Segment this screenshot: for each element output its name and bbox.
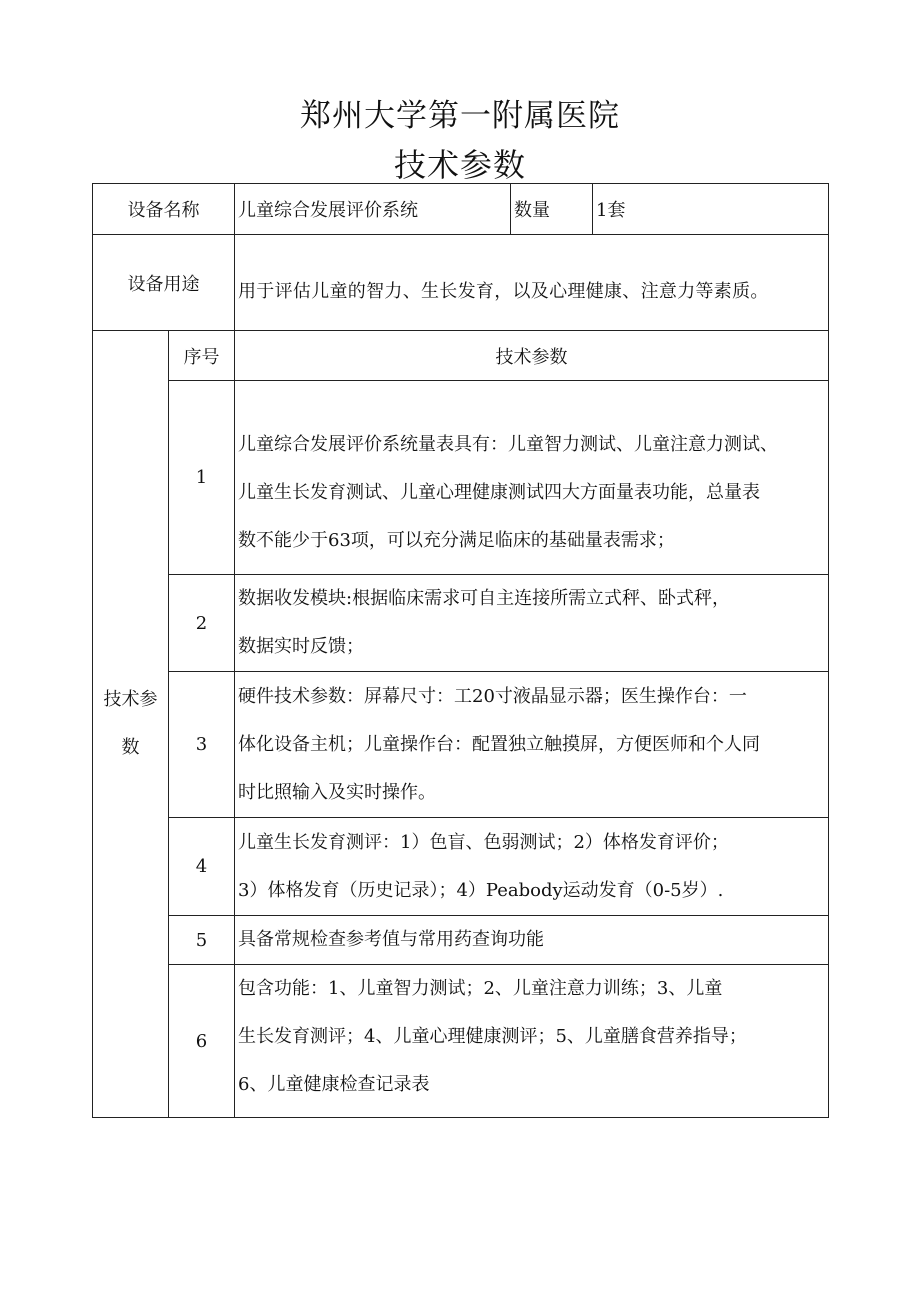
param-row: [93, 818, 829, 916]
param-content: [235, 965, 829, 1118]
param-content: [235, 672, 829, 818]
device-name-value: 儿童综合发展评价系统: [235, 184, 511, 235]
param-line: 包含功能：1、儿童智力测试；2、儿童注意力训练；3、儿童: [238, 978, 723, 999]
param-index: 5: [169, 916, 235, 965]
param-line: 生长发育测评；4、儿童心理健康测评；5、儿童膳食营养指导；: [238, 1026, 747, 1047]
param-index: 3: [169, 672, 235, 818]
param-line: 数不能少于63项，可以充分满足临床的基础量表需求；: [238, 529, 675, 551]
params-section-label-line1: 技术参: [103, 689, 158, 710]
param-line: 具备常规检查参考值与常用药查询功能: [238, 929, 544, 950]
quantity-label: 数量: [511, 184, 593, 235]
param-line: 儿童生长发育测评：1）色盲、色弱测试；2）体格发育评价；: [238, 831, 729, 853]
param-index: 4: [169, 818, 235, 916]
device-use-value: 用于评估儿童的智力、生长发育，以及心理健康、注意力等素质。: [235, 235, 829, 331]
param-content: [235, 575, 829, 672]
content-header: 技术参数: [235, 331, 829, 381]
quantity-value: 1套: [593, 184, 829, 235]
param-line: 3）体格发育（历史记录）；4）Peabody运动发育（0-5岁）.: [238, 879, 724, 901]
param-row: [93, 965, 829, 1118]
param-line: 数据收发模块:根据临床需求可自主连接所需立式秤、卧式秤，: [238, 588, 731, 609]
param-content: [235, 818, 829, 916]
param-row: [93, 916, 829, 965]
spec-table: [92, 183, 829, 1118]
device-name-row: [93, 184, 829, 235]
device-use-label: 设备用途: [93, 235, 235, 331]
params-section-label-line2: 数: [121, 737, 140, 758]
param-row: [93, 672, 829, 818]
param-index: 6: [169, 965, 235, 1118]
device-name-label: 设备名称: [93, 184, 235, 235]
param-row: [93, 381, 829, 575]
param-line: 硬件技术参数：屏幕尺寸：工20寸液晶显示器；医生操作台：一: [238, 685, 747, 707]
param-line: 儿童生长发育测试、儿童心理健康测试四大方面量表功能，总量表: [238, 481, 760, 503]
params-header-row: [93, 331, 829, 381]
hospital-title: 郑州大学第一附属医院: [300, 98, 620, 134]
params-section-label: [93, 331, 169, 1118]
index-header: 序号: [169, 331, 235, 381]
param-line: 儿童综合发展评价系统量表具有：儿童智力测试、儿童注意力测试、: [238, 433, 778, 455]
document-subtitle: 技术参数: [393, 146, 526, 184]
param-index: 1: [169, 381, 235, 575]
param-content: [235, 916, 829, 965]
device-use-row: [93, 235, 829, 331]
param-line: 时比照输入及实时操作。: [238, 781, 436, 803]
param-index: 2: [169, 575, 235, 672]
param-row: [93, 575, 829, 672]
param-line: 6、儿童健康检查记录表: [238, 1074, 430, 1095]
param-line: 体化设备主机；儿童操作台：配置独立触摸屏，方便医师和个人同: [238, 733, 760, 755]
param-line: 数据实时反馈；: [238, 636, 364, 657]
param-content: [235, 381, 829, 575]
